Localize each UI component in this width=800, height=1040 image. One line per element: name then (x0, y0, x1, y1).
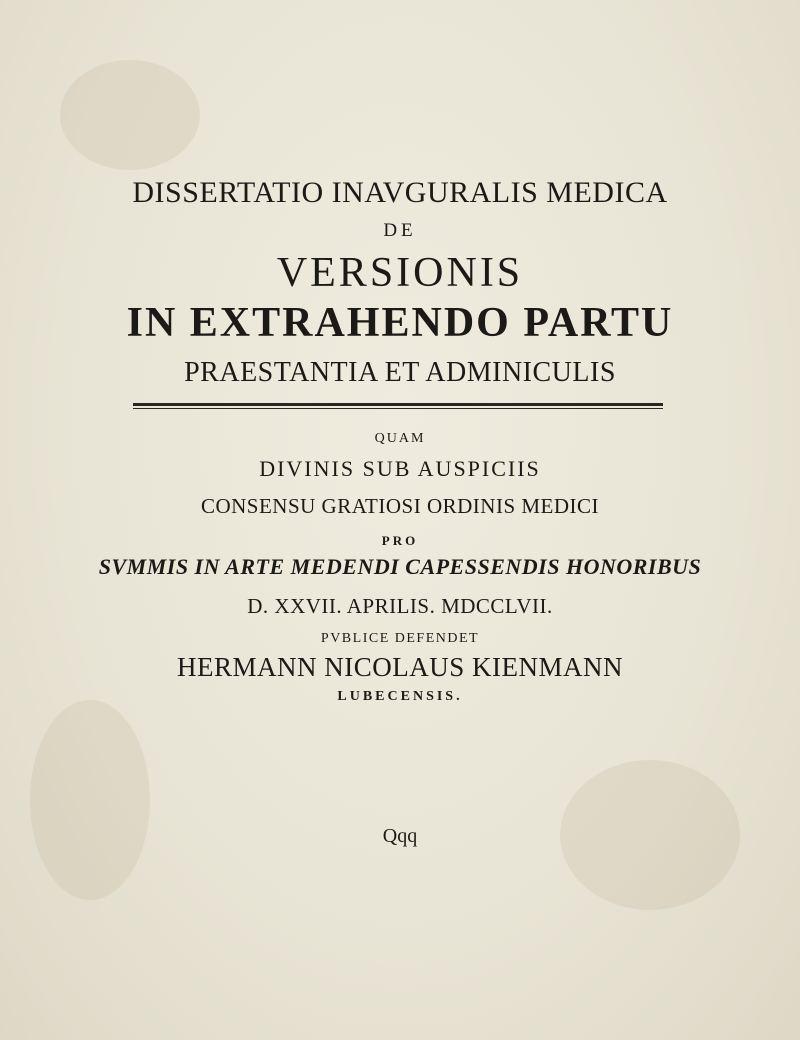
consensu-text: CONSENSU GRATIOSI ORDINIS MEDICI (200, 494, 600, 518)
publice-defendet-text: PVBLICE DEFENDET (320, 631, 480, 646)
quam-text: QUAM (374, 431, 426, 446)
author-name: HERMANN NICOLAUS KIENMANN (177, 652, 623, 682)
title-in-extrahendo-partu: IN EXTRAHENDO PARTU (126, 300, 674, 346)
defense-date: D. XXVII. APRILIS. MDCCLVII. (247, 594, 553, 618)
dissertation-heading: DISSERTATIO INAVGURALIS MEDICA (132, 176, 668, 209)
signature-mark: Qqq (382, 825, 418, 847)
title-praestantia: PRAESTANTIA ET ADMINICULIS (184, 357, 616, 388)
paper-stain (30, 700, 150, 900)
summis-honoribus-text: SVMMIS IN ARTE MEDENDI CAPESSENDIS HONORIBUS (98, 554, 702, 579)
pro-text: PRO (381, 533, 419, 548)
title-versionis: VERSIONIS (276, 250, 524, 296)
paper-stain (60, 60, 200, 170)
title-de: DE (383, 220, 417, 241)
divinis-text: DIVINIS SUB AUSPICIIS (259, 456, 541, 481)
double-rule-divider (133, 403, 663, 409)
author-origin: LUBECENSIS. (337, 689, 463, 704)
